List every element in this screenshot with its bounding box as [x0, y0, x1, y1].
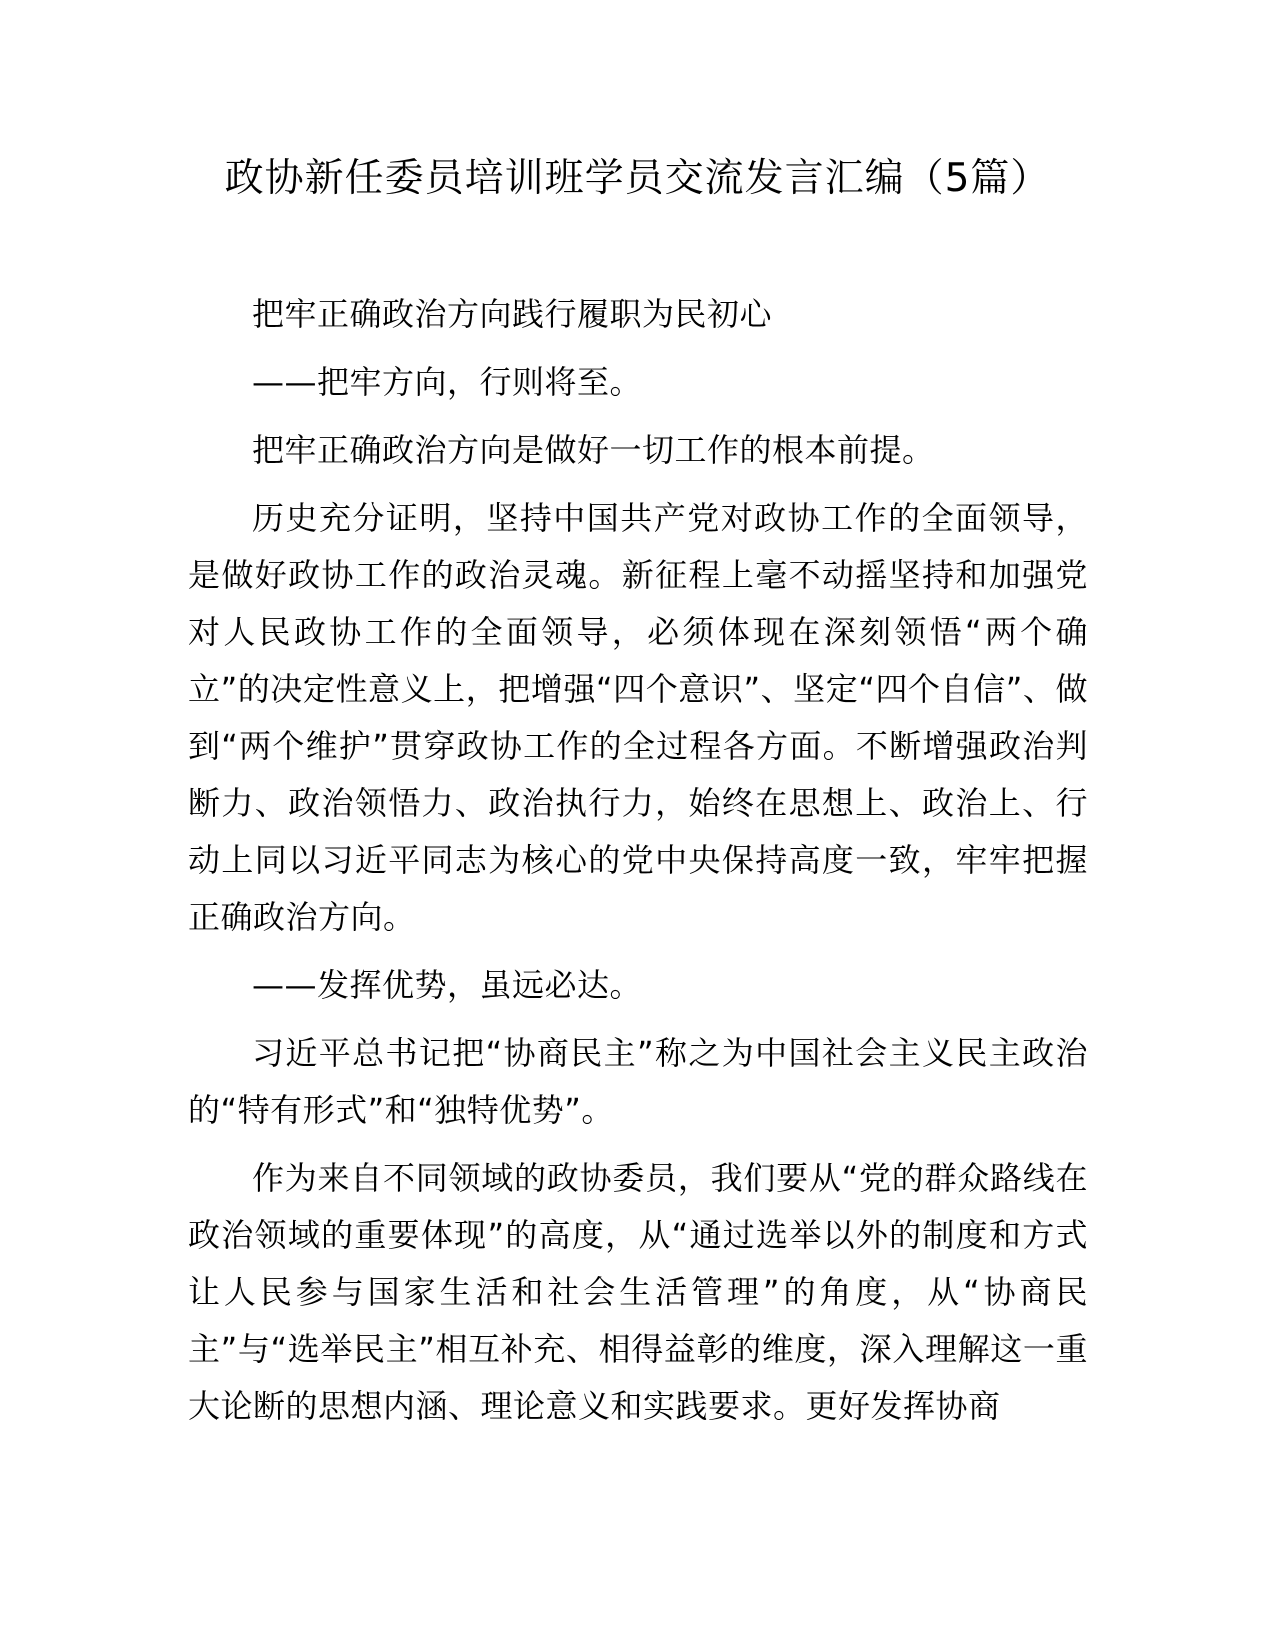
paragraph-section-heading: ——把牢方向，行则将至。: [252, 363, 643, 401]
paragraph-section-heading: ——发挥优势，虽远必达。: [252, 966, 643, 1004]
paragraph: 历史充分证明，坚持中国共产党对政协工作的全面领导，是做好政协工作的政治灵魂。新征程上毫不动摇坚持和加强党对人民政协工作的全面领导，必须体现在深刻领悟“两个确立”的决定性意义上，把增强“四个意识”、坚定“四个自信”、做到“两个维护”贯穿政协工作的全过程各方面。不断增强政治判断力、政治领悟力、政治执行力，始终在思想上、政治上、行动上同以习近平同志为核心的党中央保持高度一致，牢牢把握正确政治方向。: [188, 499, 1088, 936]
paragraph-subtitle: 把牢正确政治方向践行履职为民初心: [252, 295, 773, 333]
paragraph: 习近平总书记把“协商民主”称之为中国社会主义民主政治的“特有形式”和“独特优势”。: [188, 1034, 1088, 1129]
document-title: 政协新任委员培训班学员交流发言汇编（5篇）: [224, 156, 1051, 201]
paragraph: 作为来自不同领域的政协委员，我们要从“党的群众路线在政治领域的重要体现”的高度，从“通过选举以外的制度和方式让人民参与国家生活和社会生活管理”的角度，从“协商民主”与“选举民主”相互补充、相得益彰的维度，深入理解这一重大论断的思想内涵、理论意义和实践要求。更好发挥协商: [188, 1159, 1088, 1425]
document-body: [188, 286, 1088, 1435]
paragraph: 把牢正确政治方向是做好一切工作的根本前提。: [252, 431, 935, 469]
